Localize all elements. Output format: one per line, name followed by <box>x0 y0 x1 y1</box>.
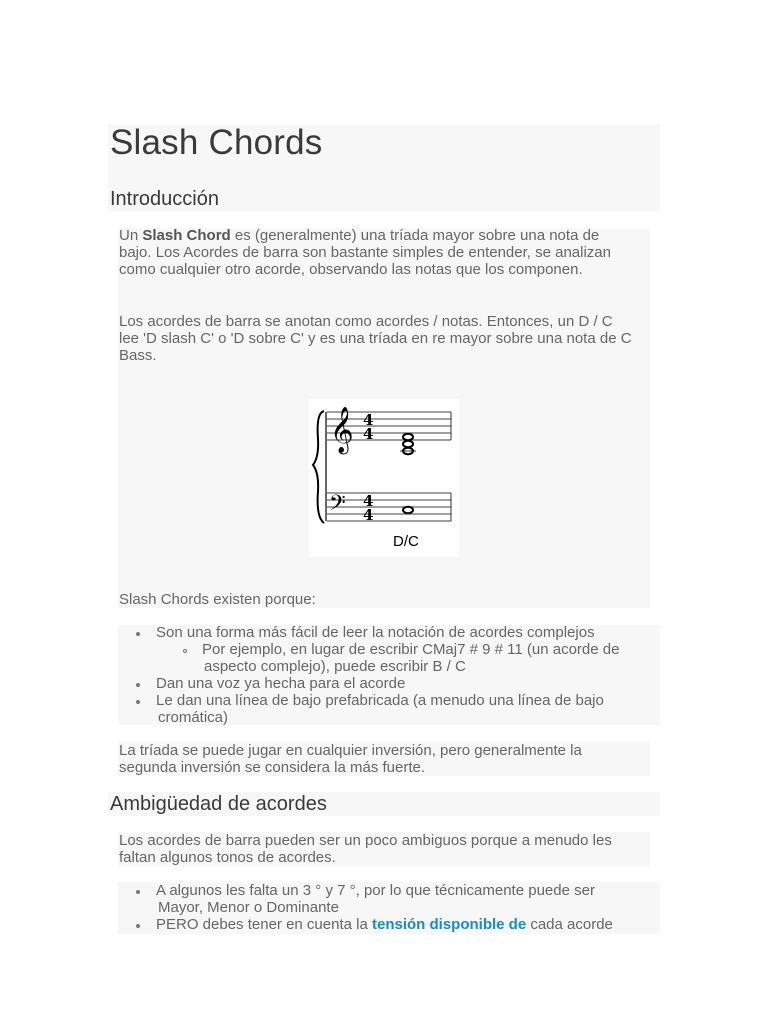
notation-paragraph-line-3: Bass. <box>119 347 157 364</box>
bullet-dot <box>136 700 140 704</box>
svg-text:4: 4 <box>363 506 374 524</box>
notation-paragraph-line-1: Los acordes de barra se anotan como acordes / notas. Entonces, un D / C <box>119 313 613 330</box>
page-title: Slash Chords <box>110 123 323 162</box>
reason-sub-item-line-2: aspecto complejo), puede escribir B / C <box>204 658 466 675</box>
bullet-dot <box>136 890 140 894</box>
ambiguity-item-2: PERO debes tener en cuenta la tensión disponible de cada acorde <box>156 916 613 933</box>
svg-text:4: 4 <box>363 411 374 429</box>
bass-clef-icon: 𝄢 <box>329 491 346 521</box>
sub-bullet-circle <box>183 649 187 653</box>
ambiguity-paragraph-line-1: Los acordes de barra pueden ser un poco ambiguos porque a menudo les <box>119 832 612 849</box>
reason-item-2: Dan una voz ya hecha para el acorde <box>156 675 406 692</box>
slash-chord-term: Slash Chord <box>142 227 231 244</box>
reason-item-3-line-1: Le dan una línea de bajo prefabricada (a menudo una línea de bajo <box>156 692 604 709</box>
reason-item-3-line-2: cromática) <box>158 709 229 726</box>
intro-paragraph-line-2: bajo. Los Acordes de barra son bastante simples de entender, se analizan <box>119 244 611 261</box>
bullet-dot <box>136 683 140 687</box>
intro-heading: Introducción <box>110 188 219 210</box>
bullet-dot <box>136 632 140 636</box>
ambiguity-item-1-line-2: Mayor, Menor o Dominante <box>158 899 339 916</box>
ambiguity-item-1-line-1: A algunos les falta un 3 ° y 7 °, por lo que técnicamente puede ser <box>156 882 595 899</box>
bass-note <box>403 507 413 513</box>
intro-paragraph-line-3: como cualquier otro acorde, observando las notas que los componen. <box>119 261 583 278</box>
reason-sub-item-line-1: Por ejemplo, en lugar de escribir CMaj7 # 9 # 11 (un acorde de <box>202 641 620 658</box>
inversion-paragraph-line-2: segunda inversión se considera la más fuerte. <box>119 759 426 776</box>
svg-text:4: 4 <box>363 425 374 443</box>
treble-clef-icon: 𝄞 <box>330 407 354 453</box>
reason-item-1: Son una forma más fácil de leer la notación de acordes complejos <box>156 624 595 641</box>
bullet-dot <box>136 924 140 928</box>
intro-paragraph-line-1: Un Slash Chord es (generalmente) una tríada mayor sobre una nota de <box>119 227 600 244</box>
inversion-paragraph-line-1: La tríada se puede jugar en cualquier inversión, pero generalmente la <box>119 742 582 759</box>
svg-text:4: 4 <box>363 492 374 510</box>
chord-label: D/C <box>393 533 419 550</box>
ambiguity-heading: Ambigüedad de acordes <box>110 793 327 815</box>
notation-paragraph-line-2: lee 'D slash C' o 'D sobre C' y es una tríada en re mayor sobre una nota de C <box>119 330 632 347</box>
ambiguity-paragraph-line-2: faltan algunos tonos de acordes. <box>119 849 336 866</box>
score-image <box>309 399 459 557</box>
available-tension-link[interactable]: tensión disponible de <box>371 916 527 933</box>
reasons-intro: Slash Chords existen porque: <box>119 591 316 608</box>
